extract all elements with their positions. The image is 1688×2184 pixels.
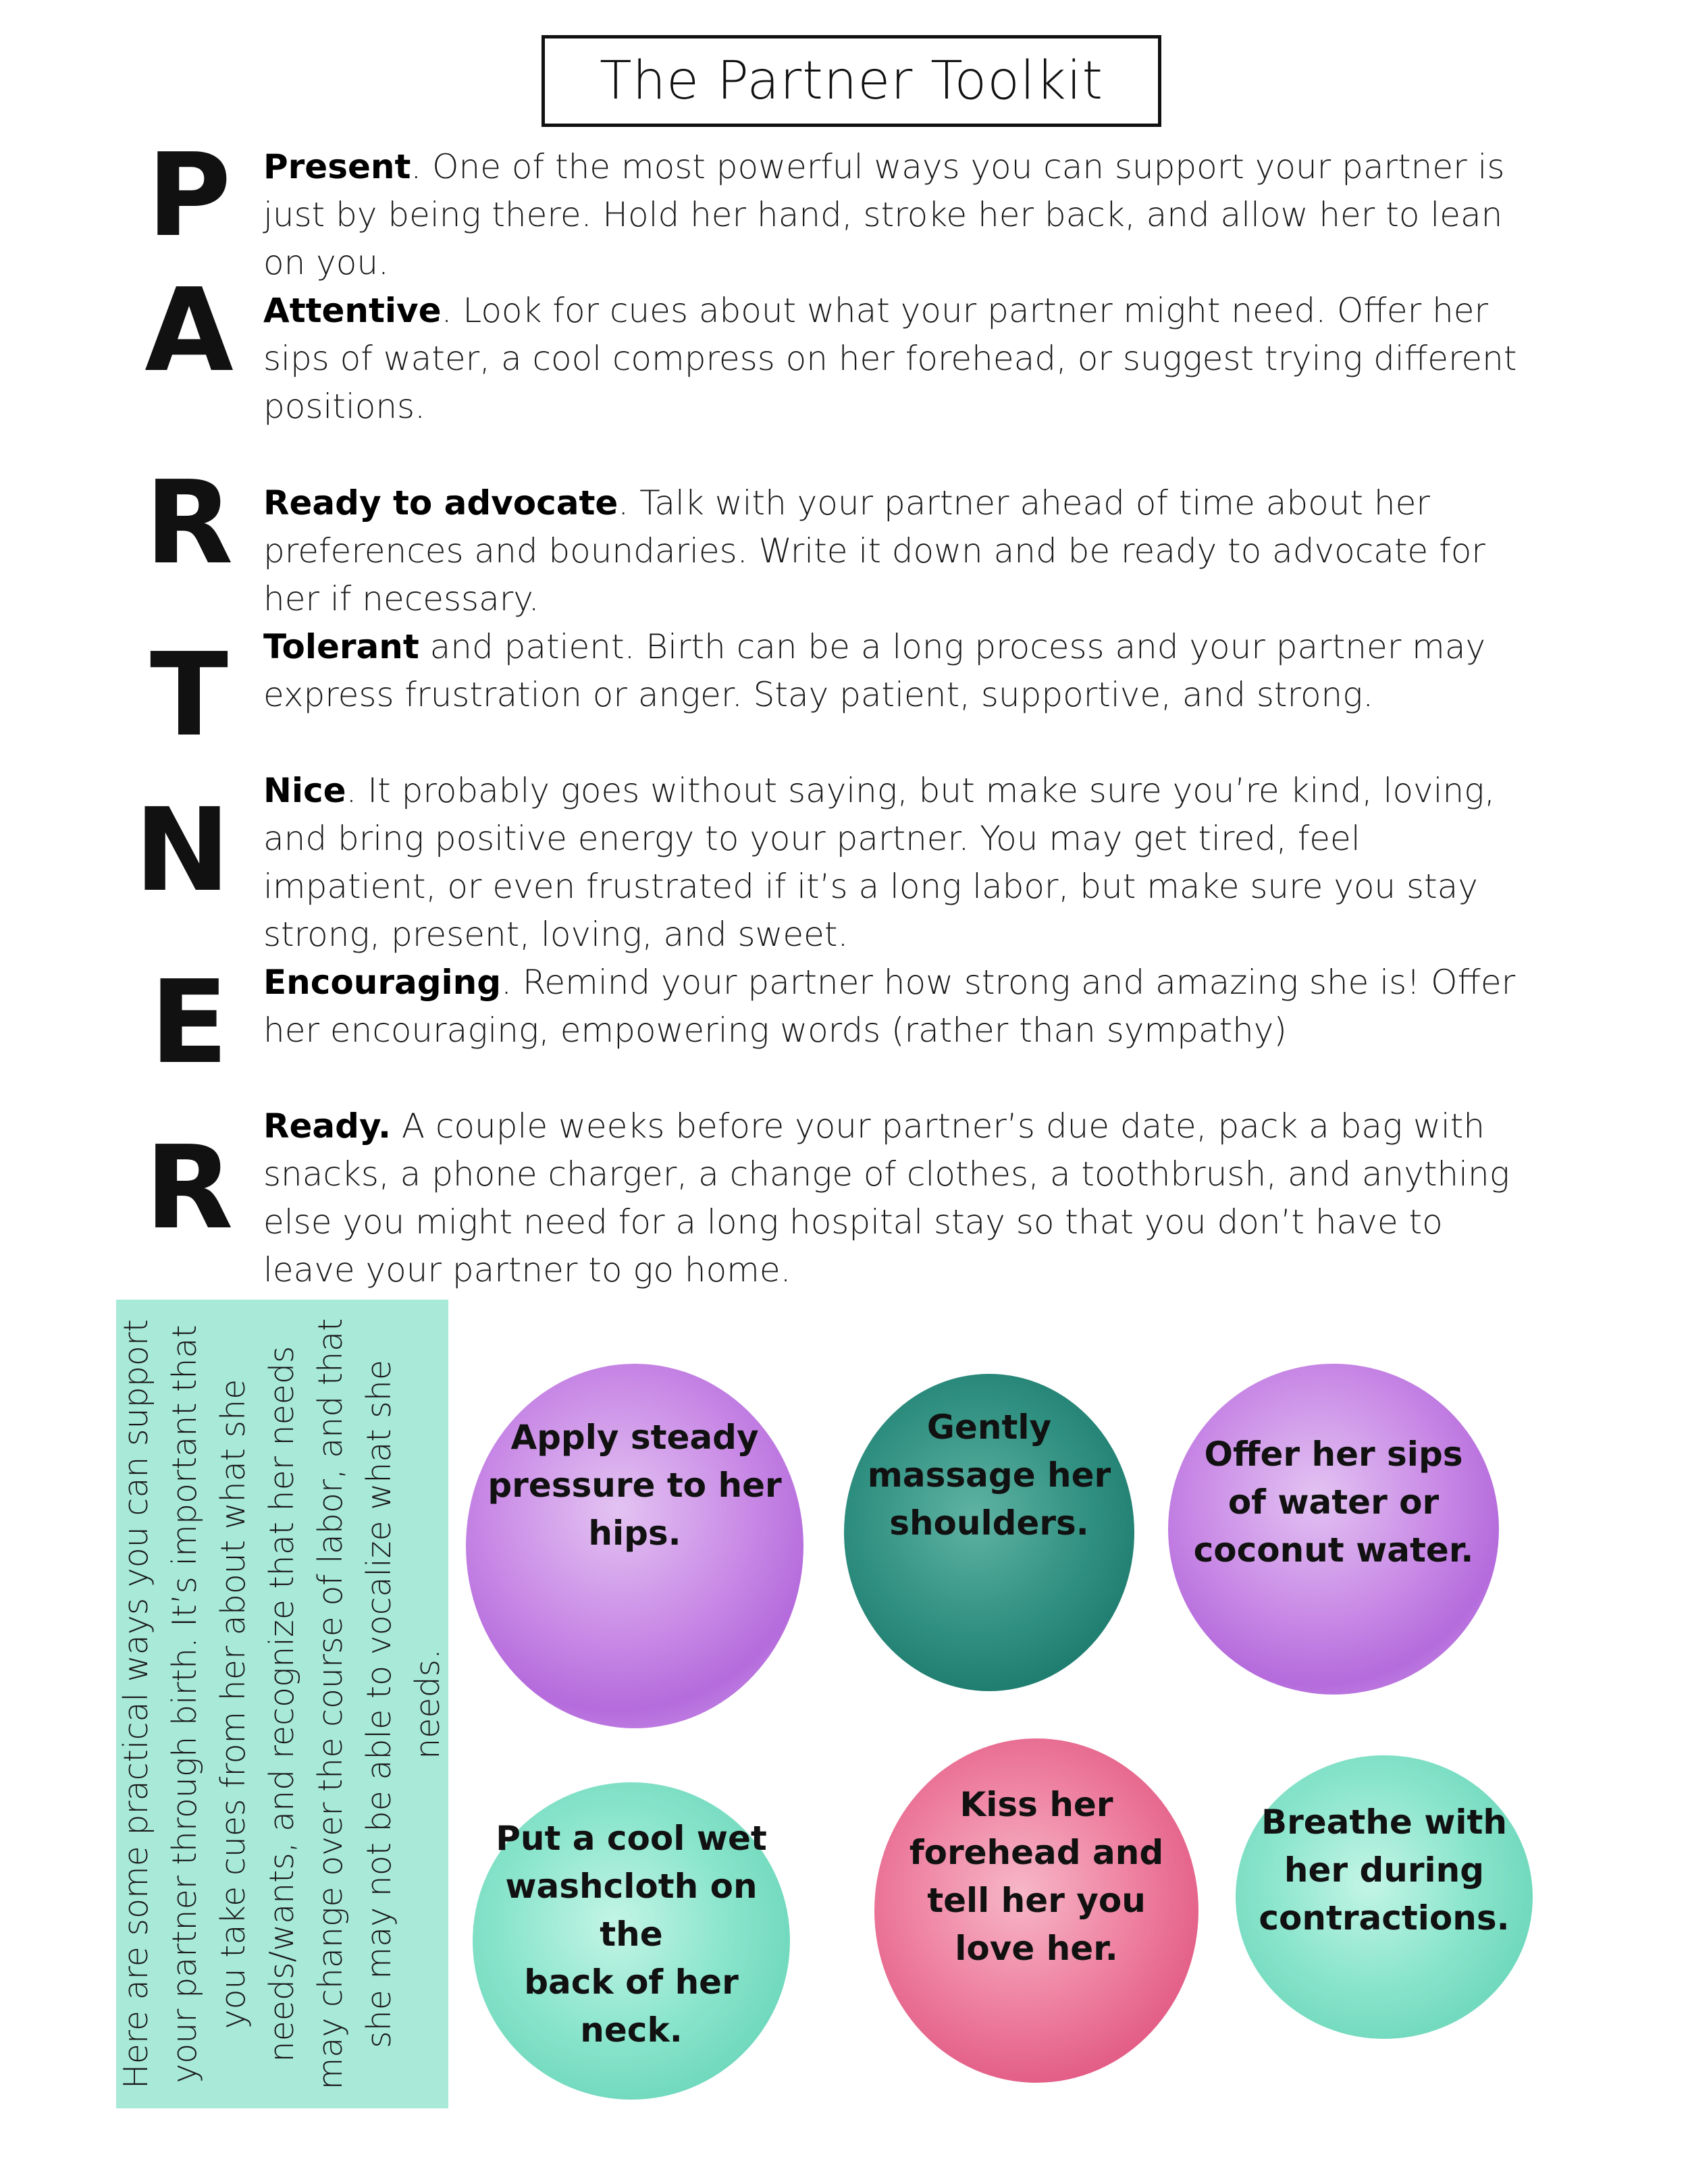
tip-line: Kiss her <box>959 1785 1113 1824</box>
tip-blob-hips <box>466 1364 803 1728</box>
tip-line: washcloth on the <box>505 1866 758 1954</box>
tip-blob-kiss <box>874 1738 1198 2083</box>
tip-blob-shoulders <box>844 1374 1134 1691</box>
tip-line: massage her <box>867 1455 1111 1495</box>
entry-text: . Remind your partner how strong and amazing she is! Offer her encouraging, empowering words (rather than sympathy) <box>263 963 1516 1050</box>
tip-line: of water or <box>1228 1482 1440 1522</box>
entry-text: . It probably goes without saying, but make sure you’re kind, loving, and bring positive energy to your partner. You may get tired, feel impatient, or even frustrated if it’s a long labor, but make sure you stay strong, present, loving, and sweet. <box>263 771 1496 954</box>
tip-line: contractions. <box>1259 1898 1510 1938</box>
sidebar-panel <box>116 1300 448 2108</box>
entry-present <box>263 143 1539 287</box>
entry-text: and patient. Birth can be a long process and your partner may express frustration or anger. Stay patient, supportive, and strong. <box>263 627 1486 714</box>
entry-nice <box>263 767 1539 959</box>
entry-term: Attentive <box>263 291 442 330</box>
tip-line: hips. <box>588 1513 681 1553</box>
tip-blob-breathe <box>1236 1755 1533 2039</box>
page-title: The Partner Toolkit <box>542 35 1161 127</box>
sidebar-text: Here are some practical ways you can support your partner through birth. It’s important that you take cues from her about what she needs/wants, and recognize that her needs may change over the course of labor, and that she may not be able to vocalize what she needs. <box>117 1318 447 2090</box>
tip-blob-water <box>1168 1364 1499 1695</box>
acrostic-letter-e: E <box>149 956 229 1090</box>
entry-term: Tolerant <box>263 627 419 666</box>
entry-term: Present <box>263 147 411 186</box>
entry-text: . Look for cues about what your partner might need. Offer her sips of water, a cool compress on her forehead, or suggest trying different positions. <box>263 291 1517 426</box>
entry-term: Ready to advocate <box>263 483 618 523</box>
tip-line: Offer her sips <box>1204 1434 1463 1474</box>
tip-line: Gently <box>926 1407 1052 1447</box>
tip-line: Put a cool wet <box>496 1818 767 1858</box>
entry-text: . Talk with your partner ahead of time about her preferences and boundaries. Write it down and be ready to advocate for her if necessary. <box>263 483 1485 618</box>
tip-line: Apply steady <box>510 1417 759 1457</box>
tip-line: tell her you <box>927 1881 1146 1920</box>
acrostic-letter-r: R <box>144 456 234 590</box>
entry-term: Nice <box>263 771 346 810</box>
tip-blob-washcloth <box>473 1782 790 2100</box>
acrostic-letter-t: T <box>150 629 228 762</box>
acrostic-letter-p: P <box>147 129 232 263</box>
entry-attentive <box>263 287 1539 431</box>
entry-text: A couple weeks before your partner’s due date, pack a bag with snacks, a phone charger, a change of clothes, a toothbrush, and anything else you might need for a long hospital stay so that you don’t have to leave your partner to go home. <box>263 1107 1510 1289</box>
tip-line: back of her neck. <box>524 1962 739 2050</box>
tip-line: Breathe with <box>1261 1802 1508 1842</box>
tip-line: her during <box>1284 1850 1485 1890</box>
entry-ready-to-advocate <box>263 479 1539 623</box>
entry-tolerant <box>263 623 1539 719</box>
entry-ready <box>263 1102 1539 1294</box>
tip-line: love her. <box>955 1929 1118 1968</box>
acrostic-letter-a: A <box>144 264 234 398</box>
acrostic-letter-r2: R <box>144 1121 234 1255</box>
entry-encouraging <box>263 959 1539 1055</box>
tip-line: coconut water. <box>1193 1530 1474 1570</box>
entry-term: Encouraging <box>263 963 502 1002</box>
entry-term: Ready. <box>263 1107 391 1146</box>
acrostic-letter-n: N <box>134 784 231 917</box>
tip-line: pressure to her <box>487 1465 782 1505</box>
tip-line: forehead and <box>909 1833 1164 1872</box>
tip-line: shoulders. <box>889 1503 1089 1543</box>
entry-text: . One of the most powerful ways you can support your partner is just by being there. Hold her hand, stroke her back, and allow her to lean on you. <box>263 147 1505 282</box>
